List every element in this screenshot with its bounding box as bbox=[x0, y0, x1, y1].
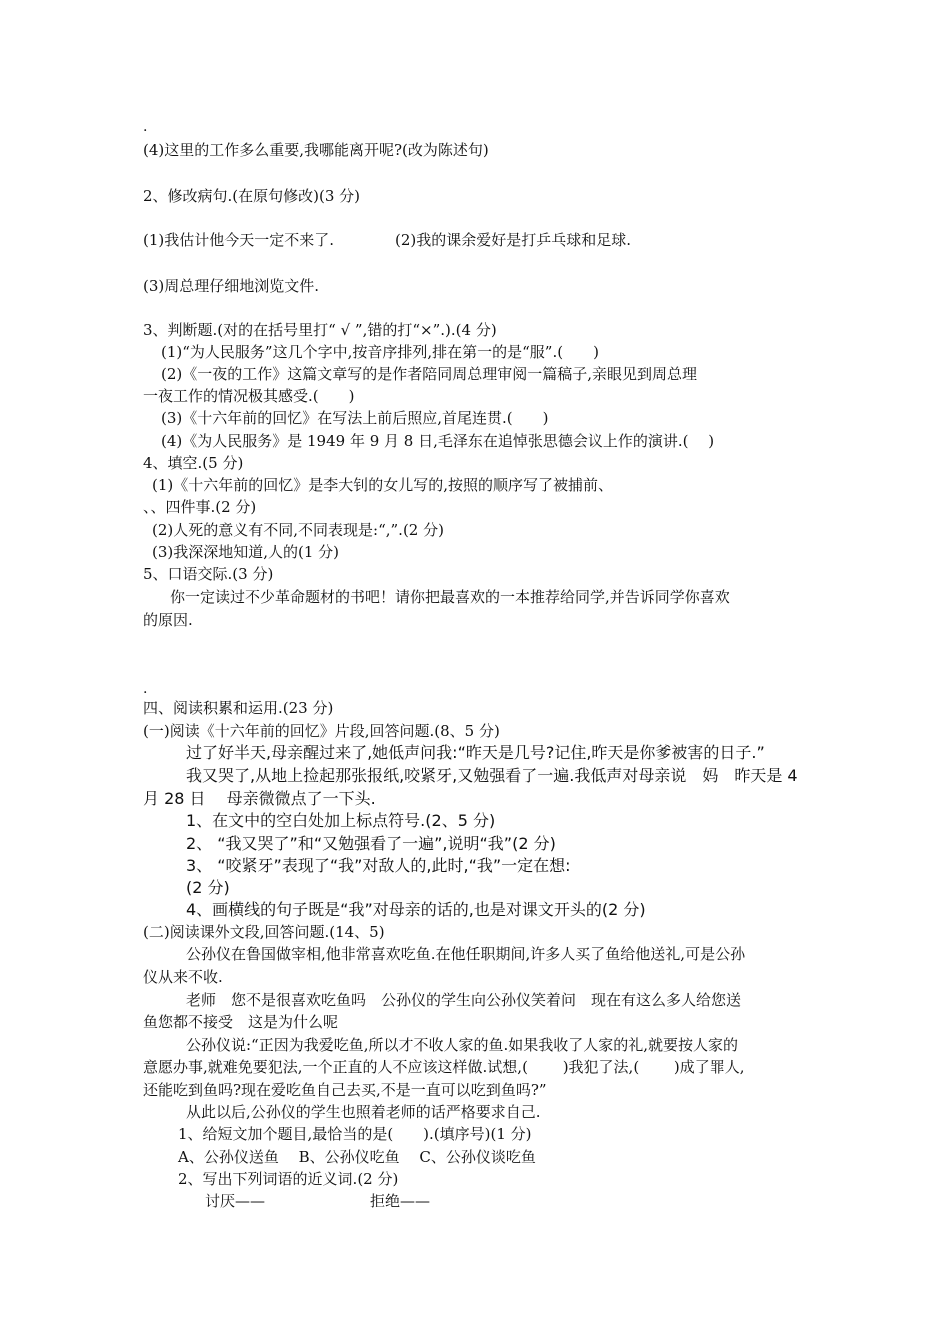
passage2-r2b: 鱼您都不接受 这是为什么呢 bbox=[143, 1013, 339, 1031]
passage2-r3c: 还能吃到鱼吗?现在爱吃鱼自己去买,不是一直可以吃到鱼吗?” bbox=[143, 1081, 547, 1099]
q2-item-1: (1)我估计他今天一定不来了. bbox=[143, 231, 335, 249]
passage2-q1: 1、给短文加个题目,最恰当的是( ).(填序号)(1 分) bbox=[178, 1125, 532, 1143]
q4-item-1a: (1)《十六年前的回忆》是李大钊的女儿写的,按照的顺序写了被捕前、 bbox=[152, 476, 614, 494]
passage1-p1: 过了好半天,母亲醒过来了,她低声问我:“昨天是几号?记住,昨天是你爹被害的日子.” bbox=[186, 743, 765, 762]
passage2-r1b: 仪从来不收. bbox=[143, 968, 223, 986]
q4-item-1b: 、、四件事.(2 分) bbox=[143, 498, 257, 516]
passage1-q3-score: (2 分) bbox=[186, 878, 230, 897]
passage1-q3: 3、 “咬紧牙”表现了“我”对敌人的,此时,“我”一定在想: bbox=[186, 856, 571, 875]
synonym-1: 讨厌—— bbox=[205, 1192, 266, 1210]
page-dot: . bbox=[143, 119, 148, 135]
passage1-q1: 1、在文中的空白处加上标点符号.(2、5 分) bbox=[186, 811, 496, 830]
q5-text-a: 你一定读过不少革命题材的书吧！请你把最喜欢的一本推荐给同学,并告诉同学你喜欢 bbox=[170, 588, 730, 606]
q3-item-4: (4)《为人民服务》是 1949 年 9 月 8 日,毛泽东在追悼张思德会议上作的演讲.( ) bbox=[161, 432, 715, 450]
q2-title: 2、修改病句.(在原句修改)(3 分) bbox=[143, 187, 361, 205]
q2-item-3: (3)周总理仔细地浏览文件. bbox=[143, 277, 320, 295]
passage2-r3b: 意愿办事,就难免要犯法,一个正直的人不应该这样做.试想,( )我犯了法,( )成了罪人, bbox=[143, 1058, 745, 1076]
q4-sentence: (4)这里的工作多么重要,我哪能离开呢?(改为陈述句) bbox=[143, 141, 489, 159]
section-dot: . bbox=[143, 681, 148, 697]
passage2-r2a: 老师 您不是很喜欢吃鱼吗 公孙仪的学生向公孙仪笑着问 现在有这么多人给您送 bbox=[186, 991, 742, 1009]
q4-title: 4、填空.(5 分) bbox=[143, 454, 244, 472]
q3-item-2a: (2)《一夜的工作》这篇文章写的是作者陪同周总理审阅一篇稿子,亲眼见到周总理 bbox=[161, 365, 698, 383]
q4-item-2: (2)人死的意义有不同,不同表现是:“,”.(2 分) bbox=[152, 521, 444, 539]
passage1-q2: 2、 “我又哭了”和“又勉强看了一遍”,说明“我”(2 分) bbox=[186, 834, 556, 853]
passage1-q4: 4、画横线的句子既是“我”对母亲的话的,也是对课文开头的(2 分) bbox=[186, 900, 646, 919]
passage2-r3a: 公孙仪说:“正因为我爱吃鱼,所以才不收人家的鱼.如果我收了人家的礼,就要按人家的 bbox=[186, 1036, 739, 1054]
q5-title: 5、口语交际.(3 分) bbox=[143, 565, 274, 583]
passage1-p2b: 月 28 日 母亲微微点了一下头. bbox=[143, 789, 376, 808]
q3-title: 3、判断题.(对的在括号里打“ √ ”,错的打“×”.).(4 分) bbox=[143, 321, 497, 339]
part2-title: (二)阅读课外文段,回答问题.(14、5) bbox=[143, 923, 385, 941]
synonym-2: 拒绝—— bbox=[370, 1192, 431, 1210]
q3-item-2b: 一夜工作的情况极其感受.( ) bbox=[143, 387, 355, 405]
section4-title: 四、阅读积累和运用.(23 分) bbox=[143, 699, 334, 717]
passage2-q1-options: A、公孙仪送鱼 B、公孙仪吃鱼 C、公孙仪谈吃鱼 bbox=[178, 1148, 536, 1166]
q4-item-3: (3)我深深地知道,人的(1 分) bbox=[152, 543, 340, 561]
q3-item-1: (1)“为人民服务”这几个字中,按音序排列,排在第一的是“服”.( ) bbox=[161, 343, 599, 361]
q3-item-3: (3)《十六年前的回忆》在写法上前后照应,首尾连贯.( ) bbox=[161, 409, 549, 427]
passage2-q2: 2、写出下列词语的近义词.(2 分) bbox=[178, 1170, 399, 1188]
q2-item-2: (2)我的课余爱好是打乒乓球和足球. bbox=[395, 231, 632, 249]
passage2-r4: 从此以后,公孙仪的学生也照着老师的话严格要求自己. bbox=[186, 1103, 541, 1121]
passage2-r1a: 公孙仪在鲁国做宰相,他非常喜欢吃鱼.在他任职期间,许多人买了鱼给他送礼,可是公孙 bbox=[186, 945, 746, 963]
q5-text-b: 的原因. bbox=[143, 611, 193, 629]
part1-title: (一)阅读《十六年前的回忆》片段,回答问题.(8、5 分) bbox=[143, 722, 500, 740]
passage1-p2a: 我又哭了,从地上捡起那张报纸,咬紧牙,又勉强看了一遍.我低声对母亲说 妈 昨天是 4 bbox=[186, 766, 798, 785]
